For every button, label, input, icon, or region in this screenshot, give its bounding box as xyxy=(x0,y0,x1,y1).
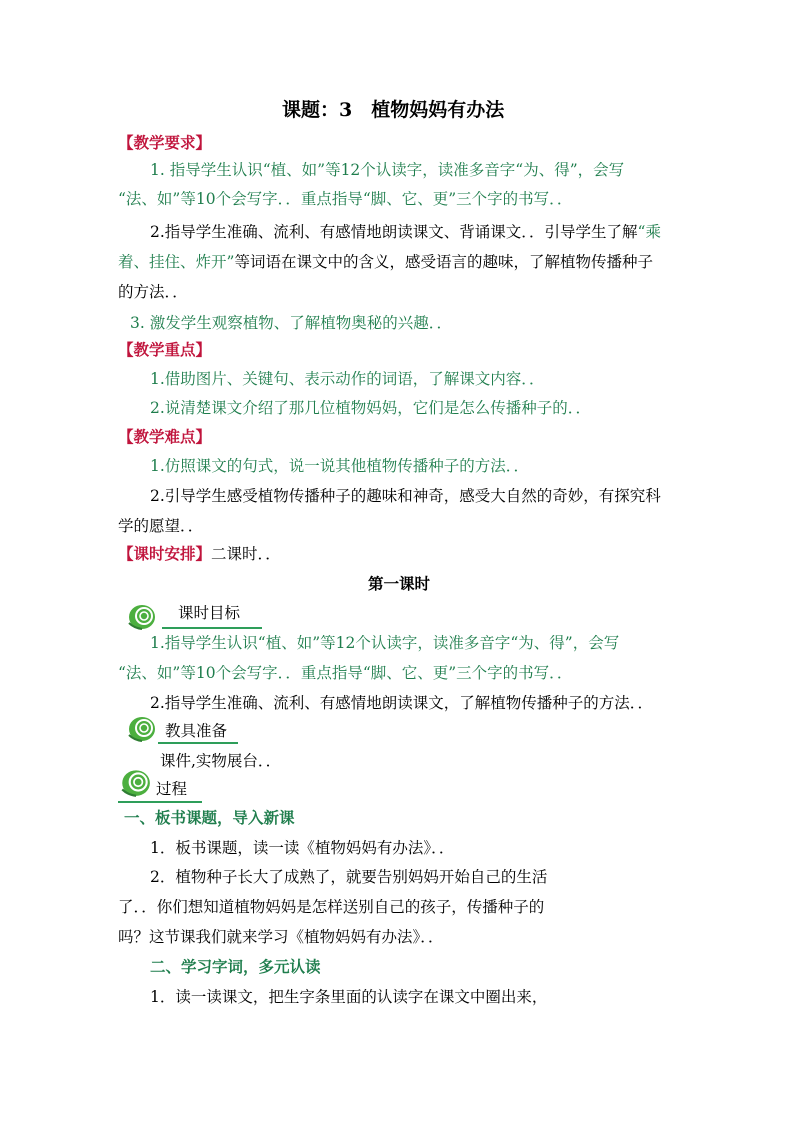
goal-2: 2.指导学生准确、流利、有感情地朗读课文，了解植物传播种子的方法．． xyxy=(150,694,654,712)
requirement-2-highlight-cont: 着、挂住、炸开” xyxy=(118,253,235,271)
page-title: 课题：3 植物妈妈有办法 xyxy=(282,99,505,121)
requirement-3: 3. 激发学生观察植物、了解植物奥秘的兴趣．． xyxy=(130,314,452,332)
prep-text: 课件,实物展台．． xyxy=(160,752,282,770)
step-1-heading: 一、板书课题，导入新课 xyxy=(124,808,295,827)
schedule-line xyxy=(118,544,281,564)
step-1-item-2-line-1: 2．植物种子长大了成熟了，就要告别妈妈开始自己的生活 xyxy=(150,868,548,886)
requirement-1-line-2: “法、如”等10个会写字．．重点指导“脚、它、更”三个字的书写．． xyxy=(118,190,573,208)
requirement-2-line-3: 的方法．． xyxy=(118,283,188,301)
section-header-difficulties: 【教学难点】 xyxy=(118,427,212,446)
section-header-key-points: 【教学重点】 xyxy=(118,340,212,359)
snail-leaf-icon xyxy=(118,766,152,798)
difficulty-2-line-1: 2.引导学生感受植物传播种子的趣味和神奇，感受大自然的奇妙，有探究科 xyxy=(150,487,661,505)
step-1-item-2-line-3: 吗？这节课我们就来学习《植物妈妈有办法》．． xyxy=(118,928,444,946)
schedule-text: 二课时．． xyxy=(211,545,281,563)
requirement-2-text-cont: 等词语在课文中的含义，感受语言的趣味，了解植物传播种子 xyxy=(234,253,653,271)
requirement-2-highlight: “乘 xyxy=(637,223,661,241)
goal-1-line-2: “法、如”等10个会写字．．重点指导“脚、它、更”三个字的书写．． xyxy=(118,664,573,682)
key-point-1: 1.借助图片、关键句、表示动作的词语，了解课文内容．． xyxy=(150,370,545,388)
section-header-requirements: 【教学要求】 xyxy=(118,133,212,152)
snail-leaf-icon xyxy=(125,713,157,743)
prep-heading: 教具准备 xyxy=(165,722,228,740)
process-heading-underline xyxy=(118,801,202,803)
step-1-item-2-line-2: 了．．你们想知道植物妈妈是怎样送别自己的孩子，传播种子的 xyxy=(118,898,545,916)
section-header-schedule: 【课时安排】 xyxy=(118,544,212,563)
goal-heading: 课时目标 xyxy=(178,604,241,622)
requirement-2-line-2 xyxy=(118,252,653,272)
step-1-item-1: 1．板书课题，读一读《植物妈妈有办法》．． xyxy=(150,839,455,857)
lesson-title: 第一课时 xyxy=(368,574,431,593)
goal-1-line-1: 1.指导学生认识“植、如”等12个认读字，读准多音字“为、得”，会写 xyxy=(150,634,620,652)
difficulty-2-line-2: 学的愿望．． xyxy=(118,517,204,535)
requirement-2-line-1 xyxy=(150,222,661,242)
snail-leaf-icon xyxy=(125,601,157,631)
requirement-2-text: 2.指导学生准确、流利、有感情地朗读课文、背诵课文．．引导学生了解 xyxy=(150,223,638,241)
difficulty-1: 1.仿照课文的句式，说一说其他植物传播种子的方法．． xyxy=(150,457,530,475)
requirement-1-line-1: 1. 指导学生认识“植、如”等12个认读字，读准多音字“为、得”，会写 xyxy=(150,161,625,179)
key-point-2: 2.说清楚课文介绍了那几位植物妈妈，它们是怎么传播种子的．． xyxy=(150,399,592,417)
goal-heading-underline xyxy=(162,627,262,629)
prep-heading-underline xyxy=(158,742,238,744)
step-2-heading: 二、学习字词，多元认读 xyxy=(150,957,321,976)
step-2-item-1: 1．读一读课文，把生字条里面的认读字在课文中圈出来， xyxy=(150,988,548,1006)
process-heading: 过程 xyxy=(156,780,188,798)
